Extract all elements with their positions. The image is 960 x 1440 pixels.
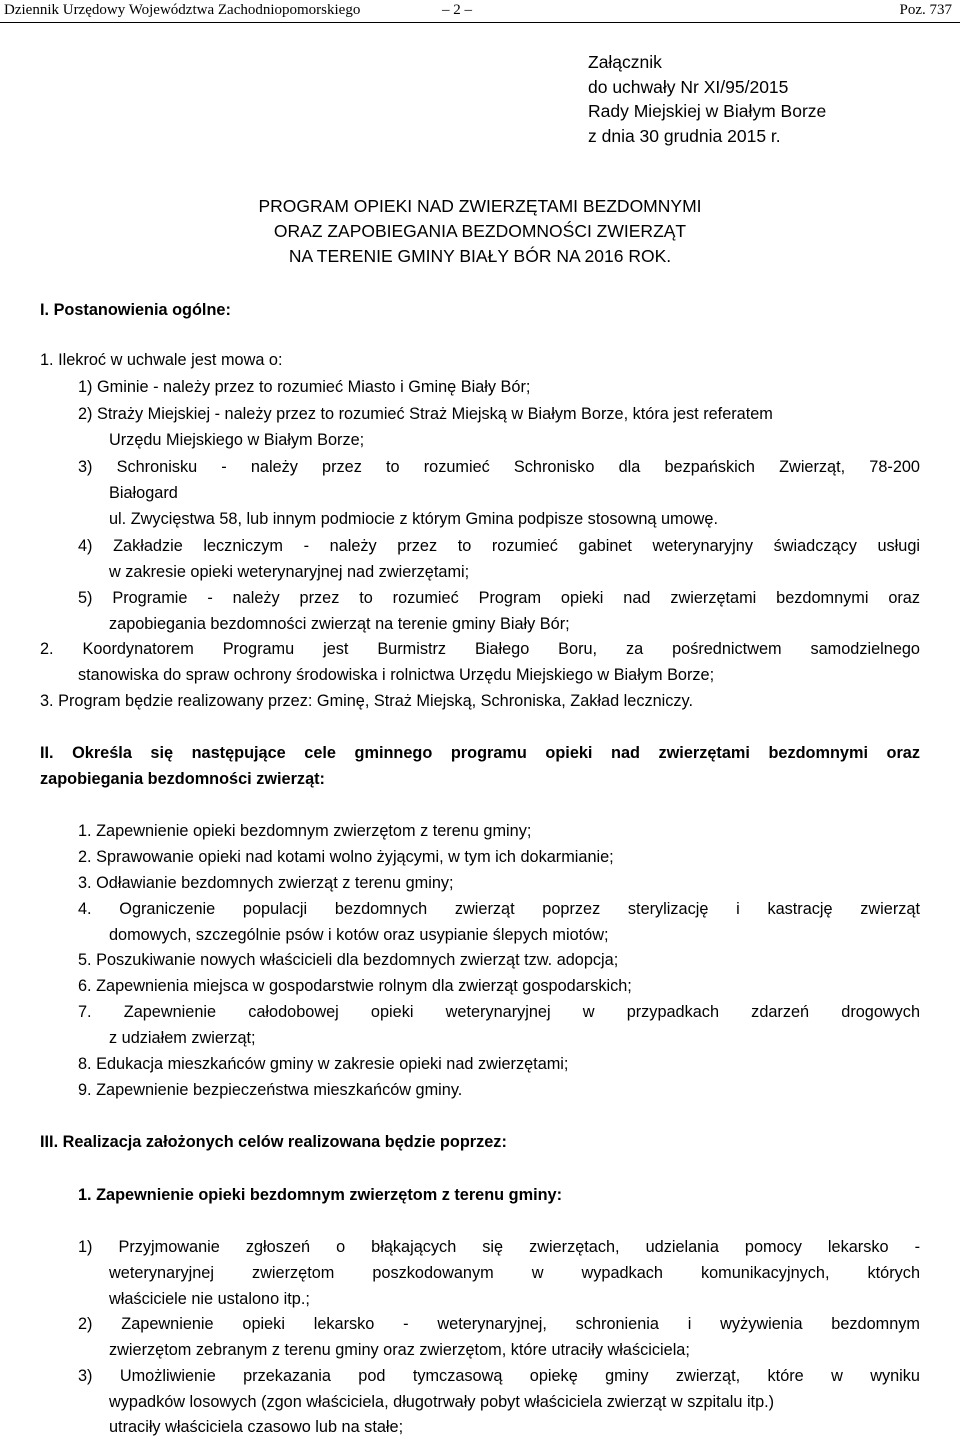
definition-5-cont: zapobiegania bezdomności zwierząt na terenie gminy Biały Bór; (109, 615, 570, 633)
paragraph-3: 3. Program będzie realizowany przez: Gminę, Straż Miejską, Schroniska, Zakład leczniczy. (40, 692, 694, 710)
goal-9: 9. Zapewnienie bezpieczeństwa mieszkańców gminy. (78, 1081, 463, 1099)
definition-3: 3) Schronisku - należy przez to rozumieć Schronisko dla bezpańskich Zwierząt, 78-200 (78, 458, 920, 476)
paragraph-1: 1. Ilekroć w uchwale jest mowa o: (40, 351, 283, 369)
section-2-heading-cont: zapobiegania bezdomności zwierząt: (40, 770, 325, 788)
realization-2-cont: zwierzętom zebranym z terenu gminy oraz zwierzętom, które utraciły właściciela; (109, 1341, 690, 1359)
title-line: NA TERENIE GMINY BIAŁY BÓR NA 2016 ROK. (288, 246, 672, 266)
goal-4: 4. Ograniczenie populacji bezdomnych zwierząt poprzez sterylizację i kastrację zwierząt (78, 900, 920, 918)
definition-3-cont: Białogard (109, 484, 178, 502)
goal-6: 6. Zapewnienia miejsca w gospodarstwie rolnym dla zwierząt gospodarskich; (78, 977, 632, 995)
realization-1: 1) Przyjmowanie zgłoszeń o błąkających się zwierzętach, udzielania pomocy lekarsko - (78, 1238, 920, 1256)
goal-5: 5. Poszukiwanie nowych właścicieli dla bezdomnych zwierząt tzw. adopcja; (78, 951, 619, 969)
annex-line: do uchwały Nr XI/95/2015 (588, 76, 789, 97)
realization-3: 3) Umożliwienie przekazania pod tymczasową opiekę gminy zwierząt, które w wyniku (78, 1367, 920, 1385)
annex-block (588, 50, 826, 148)
realization-3-cont: wypadków losowych (zgon właściciela, długotrwały pobyt właściciela zwierząt w szpitalu itp.) (109, 1393, 775, 1411)
goal-2: 2. Sprawowanie opieki nad kotami wolno żyjącymi, w tym ich dokarmianie; (78, 848, 614, 866)
definition-2-cont: Urzędu Miejskiego w Białym Borze; (109, 431, 365, 449)
goal-3: 3. Odławianie bezdomnych zwierząt z terenu gminy; (78, 874, 454, 892)
section-1-heading: I. Postanowienia ogólne: (40, 301, 231, 319)
page-number: – 2 – (442, 2, 472, 18)
journal-header (0, 0, 960, 23)
annex-line: Rady Miejskiej w Białym Borze (588, 101, 827, 121)
realization-2: 2) Zapewnienie opieki lekarsko - weterynaryjnej, schronienia i wyżywienia bezdomnym (78, 1315, 920, 1333)
definition-5: 5) Programie - należy przez to rozumieć Program opieki nad zwierzętami bezdomnymi oraz (78, 589, 920, 607)
realization-3-end: utraciły właściciela czasowo lub na stałe; (109, 1418, 404, 1436)
goal-7-cont: z udziałem zwierząt; (109, 1029, 256, 1047)
journal-title: Dziennik Urzędowy Województwa Zachodniopomorskiego (4, 2, 361, 18)
section-3-heading: III. Realizacja założonych celów realizowana będzie poprzez: (40, 1133, 507, 1151)
definition-4-cont: w zakresie opieki weterynaryjnej nad zwierzętami; (109, 563, 470, 581)
section-2-heading: II. Określa się następujące cele gminnego programu opieki nad zwierzętami bezdomnymi oraz (40, 744, 920, 762)
definition-2: 2) Straży Miejskiej - należy przez to rozumieć Straż Miejską w Białym Borze, która jest referatem (78, 405, 773, 423)
goal-7: 7. Zapewnienie całodobowej opieki weterynaryjnej w przypadkach zdarzeń drogowych (78, 1003, 920, 1021)
program-title (200, 194, 760, 269)
definition-3-address: ul. Zwycięstwa 58, lub innym podmiocie z którym Gmina podpisze stosowną umowę. (109, 510, 718, 528)
paragraph-2: 2. Koordynatorem Programu jest Burmistrz Białego Boru, za pośrednictwem samodzielnego (40, 640, 920, 658)
position-number: Poz. 737 (899, 2, 952, 18)
definition-1: 1) Gminie - należy przez to rozumieć Miasto i Gminę Biały Bór; (78, 378, 531, 396)
realization-1-cont: weterynaryjnej zwierzętom poszkodowanym w wypadkach komunikacyjnych, których (109, 1264, 920, 1282)
title-line: PROGRAM OPIEKI NAD ZWIERZĘTAMI BEZDOMNYMI (258, 196, 702, 216)
realization-1-end: właściciele nie ustalono itp.; (109, 1290, 310, 1308)
goal-4-cont: domowych, szczególnie psów i kotów oraz usypianie ślepych miotów; (109, 926, 609, 944)
goal-8: 8. Edukacja mieszkańców gminy w zakresie opieki nad zwierzętami; (78, 1055, 569, 1073)
section-3-subheading: 1. Zapewnienie opieki bezdomnym zwierzętom z terenu gminy: (78, 1186, 563, 1204)
title-line: ORAZ ZAPOBIEGANIA BEZDOMNOŚCI ZWIERZĄT (273, 221, 687, 241)
goal-1: 1. Zapewnienie opieki bezdomnym zwierzętom z terenu gminy; (78, 822, 532, 840)
annex-line: z dnia 30 grudnia 2015 r. (588, 125, 781, 146)
annex-line: Załącznik (588, 52, 662, 72)
paragraph-2-cont: stanowiska do spraw ochrony środowiska i rolnictwa Urzędu Miejskiego w Białym Borze; (78, 666, 715, 684)
definition-4: 4) Zakładzie leczniczym - należy przez to rozumieć gabinet weterynaryjny świadczący usługi (78, 537, 920, 555)
